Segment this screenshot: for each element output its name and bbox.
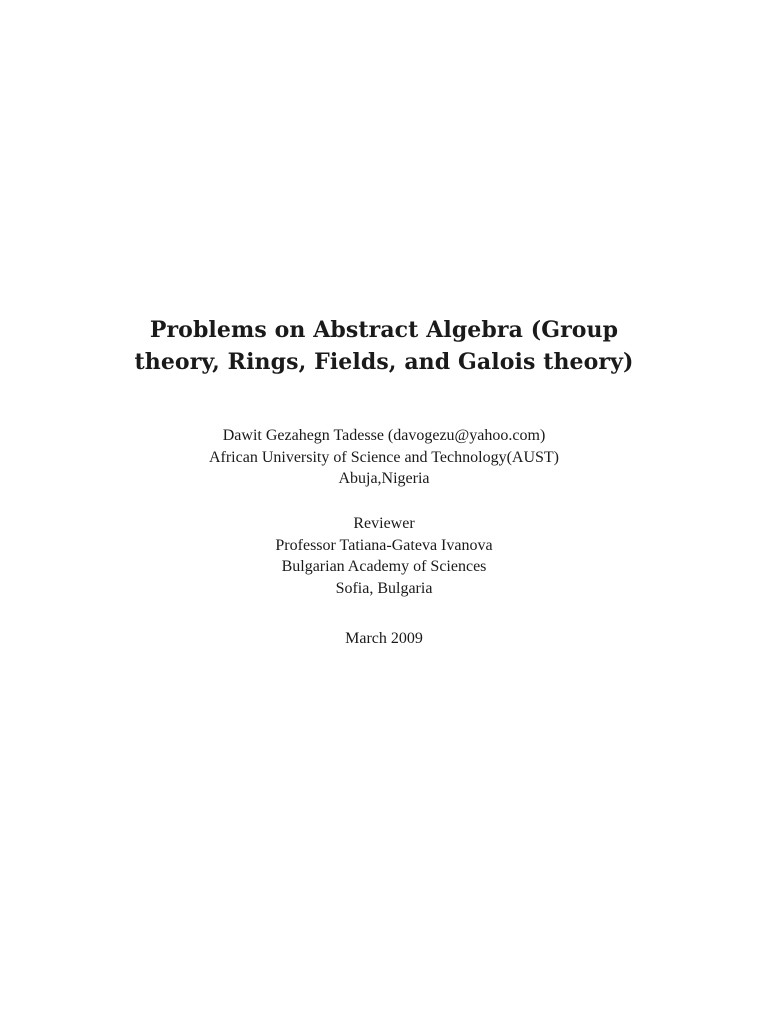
reviewer-location: Sofia, Bulgaria	[335, 579, 433, 597]
date-text: March 2009	[345, 630, 423, 647]
author-affiliation: African University of Science and Technology(AUST)	[208, 448, 560, 466]
reviewer-name: Professor Tatiana-Gateva Ivanova	[275, 536, 493, 554]
document-date	[40, 628, 728, 650]
author-location: Abuja,Nigeria	[338, 470, 430, 487]
author-name-email: Dawit Gezahegn Tadesse (davogezu@yahoo.com)	[222, 427, 546, 444]
title-line-2: theory, Rings, Fields, and Galois theory)	[134, 349, 634, 375]
reviewer-affiliation: Bulgarian Academy of Sciences	[281, 558, 487, 575]
document-title	[40, 314, 728, 378]
author-block	[40, 425, 728, 490]
reviewer-block	[40, 513, 728, 599]
title-line-1: Problems on Abstract Algebra (Group	[149, 317, 619, 343]
reviewer-heading: Reviewer	[353, 515, 415, 532]
